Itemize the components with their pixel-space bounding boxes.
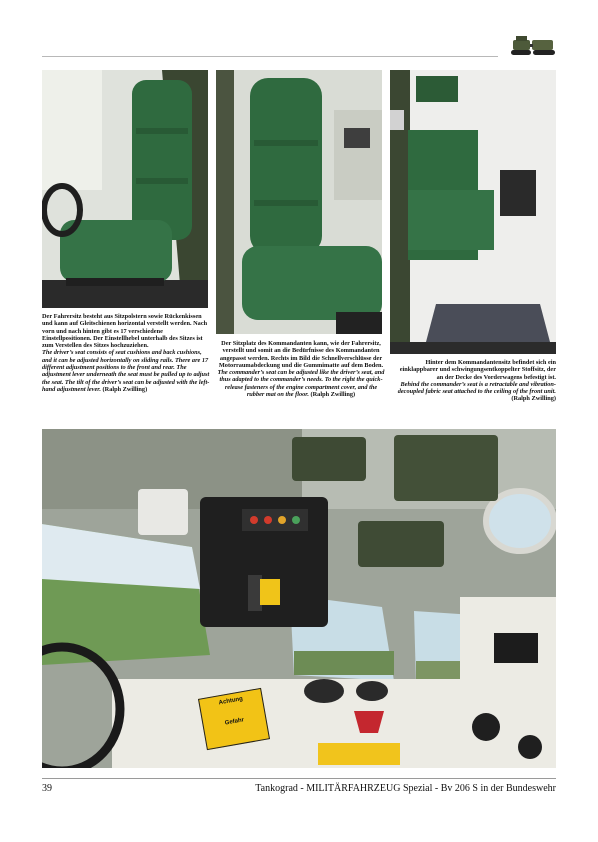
caption-english-text: Behind the commander’s seat is a retractable and vibration-decoupled fabric seat attached to the ceiling of the front unit. — [397, 380, 556, 396]
photo-commander-seat — [216, 70, 382, 334]
caption-fabric-seat — [392, 359, 556, 403]
photo-fabric-seat — [390, 70, 556, 354]
header-rule — [42, 56, 498, 57]
caption-german-text: Hinter dem Kommandantensitz befindet sich ein einklappbarer und schwingungsentkoppelter Stoffsitz, der an der Decke des Vorderwagens befestigt ist. — [399, 359, 556, 381]
photo-credit: (Ralph Zwilling) — [310, 391, 356, 399]
photo-credit: (Ralph Zwilling) — [511, 395, 556, 403]
photo-cockpit-interior — [42, 429, 556, 768]
photo-credit: (Ralph Zwilling) — [102, 385, 148, 393]
warning-label-title: Achtung — [218, 696, 244, 707]
running-title: Tankograd - MILITÄRFAHRZEUG Spezial - Bv 206 S in der Bundeswehr — [255, 783, 556, 794]
vehicle-logo-icon — [507, 32, 559, 58]
photo-driver-seat — [42, 70, 208, 308]
caption-german-text: Der Sitzplatz des Kommandanten kann, wie der Fahrersitz, verstellt und somit an die Bedürfnisse des Kommandanten angepasst werden. Rechts im Bild die Schnellverschlüsse der Motorraumabdeckung und die Gummimatte auf dem Boden. — [218, 340, 384, 369]
caption-english-text: The commander’s seat can be adjusted like the driver’s seat, and thus adapted to the commander’s needs. To the right the quick-release fasteners of the engine compartment cover, and the rubber mat on the floor. — [217, 369, 385, 399]
caption-german-text: Der Fahrersitz besteht aus Sitzpolstern sowie Rückenkissen und kann auf Gleitschienen horizontal verstellt werden. Nach vorn und nach hinten gibt es 17 verschiedene Einstellpositionen. Der Einstellhebel unterhalb des Sitzes ist zum Verstellen des Sitzes hochzuziehen. — [42, 313, 208, 350]
warning-label-danger: Gefahr — [224, 717, 245, 727]
page-number: 39 — [42, 783, 52, 794]
caption-driver-seat — [42, 313, 210, 393]
caption-english-text: The driver’s seat consists of seat cushions and back cushions, and it can be adjusted horizontally on sliding rails. There are 17 different adjustment positions to the front and rear. The adjustment lever underneath the seat must be pulled up to adjust the seat. The tilt of the driver’s seat can be adjusted with the left-hand adjustment lever. — [42, 349, 210, 393]
footer-rule — [42, 778, 556, 779]
caption-commander-seat — [216, 340, 386, 398]
warning-label — [198, 688, 270, 750]
